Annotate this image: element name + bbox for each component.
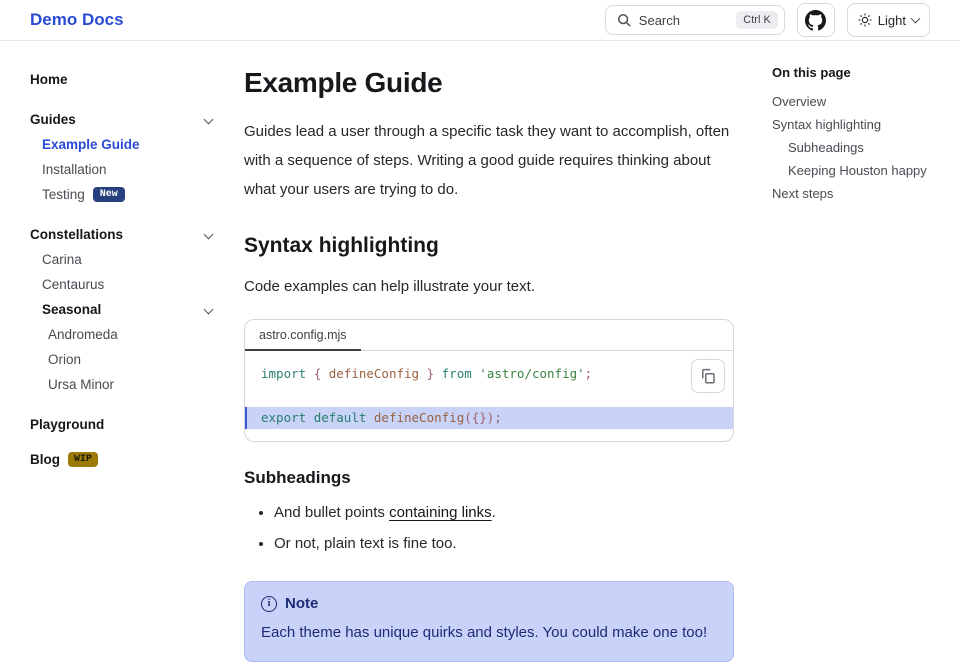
intro-paragraph: Guides lead a user through a specific task they want to accomplish, often with a sequence of steps. Writing a good guide requires thinking about what your users are trying to do.	[244, 123, 730, 198]
sidebar-group-constellations[interactable]	[30, 222, 216, 247]
copy-code-button[interactable]	[691, 359, 725, 393]
sidebar-item-label: Centaurus	[42, 277, 105, 292]
sidebar-item-label: Playground	[30, 417, 105, 432]
toc-title: On this page	[772, 65, 851, 80]
theme-select[interactable]	[847, 3, 930, 37]
section-heading-subheadings: Subheadings	[244, 468, 351, 487]
sidebar-item-label: Home	[30, 72, 68, 87]
sidebar-item-centaurus[interactable]	[30, 272, 216, 297]
site-logo[interactable]: Demo Docs	[30, 10, 124, 29]
toc-item-subheadings[interactable]: Subheadings	[788, 140, 864, 155]
list-item: • Or not, plain text is fine too.	[274, 531, 734, 557]
sidebar-group-seasonal[interactable]	[30, 297, 216, 322]
new-badge: New	[93, 187, 125, 202]
sidebar-item-playground[interactable]	[30, 412, 216, 437]
toc-item-keeping-houston-happy[interactable]: Keeping Houston happy	[788, 163, 927, 178]
code-tab-bar	[245, 320, 733, 351]
search-button[interactable]	[605, 5, 785, 35]
sidebar-item-orion[interactable]	[30, 347, 216, 372]
sidebar-item-label: Orion	[48, 352, 82, 367]
bullet-text: .	[491, 504, 496, 521]
sidebar-group-label: Guides	[30, 112, 76, 127]
note-header	[261, 595, 717, 612]
code-body	[245, 351, 733, 441]
toc-item-overview[interactable]: Overview	[772, 94, 827, 109]
page-title: Example Guide	[244, 67, 443, 98]
sidebar-item-installation[interactable]	[30, 157, 216, 182]
code-line-highlighted: export default defineConfig({});	[245, 407, 733, 429]
sidebar-item-testing[interactable]	[30, 182, 216, 207]
theme-select-value: Light	[877, 12, 906, 28]
sidebar-nav	[0, 41, 232, 540]
site-header	[0, 0, 960, 41]
sidebar-item-label: Carina	[42, 252, 82, 267]
sun-icon	[858, 13, 872, 27]
sidebar-item-label: Andromeda	[48, 327, 118, 342]
chevron-down-icon	[204, 305, 214, 315]
bullet-text: And bullet points	[274, 504, 390, 521]
containing-links-link[interactable]: containing links	[389, 504, 492, 521]
sidebar-item-example-guide[interactable]	[30, 132, 216, 157]
sidebar-item-andromeda[interactable]	[30, 322, 216, 347]
github-button[interactable]	[797, 3, 835, 37]
sidebar-item-label: Blog	[30, 452, 60, 467]
search-icon	[617, 13, 631, 27]
chevron-down-icon	[204, 230, 214, 240]
sidebar-item-label: Testing	[42, 187, 85, 202]
note-title: Note	[285, 595, 319, 612]
sidebar-group-label: Seasonal	[42, 302, 102, 317]
page-layout	[0, 41, 960, 641]
sidebar-item-ursa-minor[interactable]	[30, 372, 216, 397]
main-content	[232, 41, 772, 641]
search-label: Search	[638, 12, 680, 28]
toc-item-syntax-highlighting[interactable]: Syntax highlighting	[772, 117, 882, 132]
code-line	[245, 385, 733, 407]
code-intro-paragraph: Code examples can help illustrate your text.	[244, 278, 535, 295]
section-heading-syntax-highlighting: Syntax highlighting	[244, 234, 439, 257]
sidebar-item-carina[interactable]	[30, 247, 216, 272]
github-icon	[805, 10, 826, 31]
note-text: Each theme has unique quirks and styles. You could make one too!	[261, 624, 708, 641]
sidebar-item-home[interactable]	[30, 67, 216, 92]
info-icon: i	[261, 596, 277, 612]
code-line: import { defineConfig } from 'astro/config';	[261, 366, 593, 381]
chevron-down-icon	[911, 14, 921, 24]
sidebar-group-label: Constellations	[30, 227, 124, 242]
sidebar-item-label: Example Guide	[42, 137, 140, 152]
sidebar-item-blog[interactable]	[30, 447, 216, 472]
code-tab-filename[interactable]: astro.config.mjs	[245, 320, 361, 351]
list-item	[274, 500, 734, 526]
header-actions	[605, 3, 930, 37]
chevron-down-icon	[204, 115, 214, 125]
toc-item-next-steps[interactable]: Next steps	[772, 186, 834, 201]
copy-icon	[699, 367, 717, 385]
sidebar-item-label: Installation	[42, 162, 107, 177]
sidebar-item-label: Ursa Minor	[48, 377, 115, 392]
wip-badge: WIP	[68, 452, 98, 467]
sidebar-group-guides[interactable]	[30, 107, 216, 132]
search-shortcut: Ctrl K	[736, 11, 778, 29]
code-block	[244, 319, 734, 442]
note-aside	[244, 581, 734, 662]
toc-sidebar	[772, 41, 960, 540]
bullet-list	[274, 500, 734, 557]
